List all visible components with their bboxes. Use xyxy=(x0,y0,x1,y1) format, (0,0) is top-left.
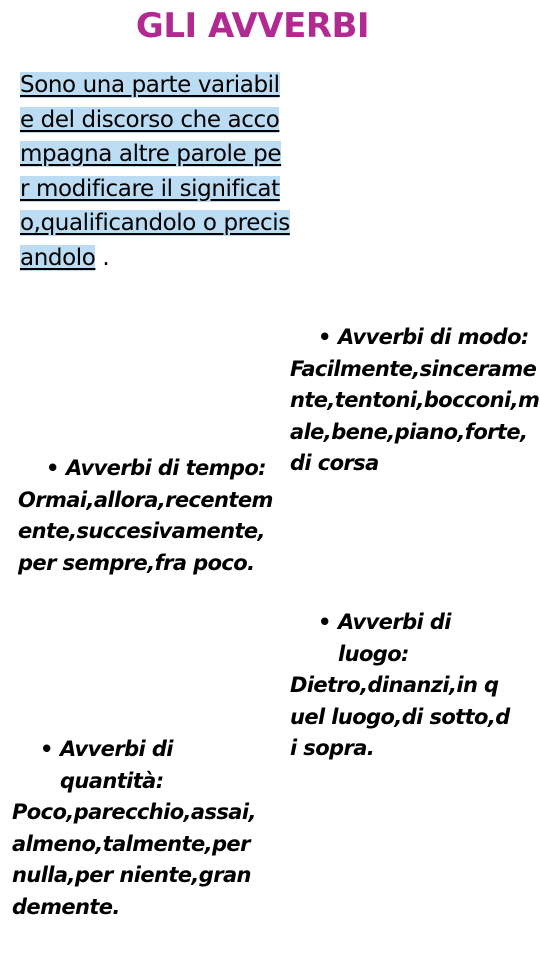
adverbs-place-title: Avverbi di luogo: xyxy=(338,610,451,666)
bullet-icon: • xyxy=(318,325,331,349)
intro-paragraph xyxy=(20,68,290,275)
adverbs-manner-examples: Facilmente,sinceramente,tentoni,bocconi,male,bene,piano,forte,di corsa xyxy=(290,356,540,475)
page-title: GLI AVVERBI xyxy=(135,6,370,46)
bullet-icon: • xyxy=(318,610,331,634)
adverbs-time-heading xyxy=(18,453,276,485)
adverbs-quantity-examples: Poco,parecchio,assai,almeno,talmente,per nulla,per niente,grandemente. xyxy=(12,800,256,919)
adverbs-time-examples: Ormai,allora,recentemente,succesivamente,per sempre,fra poco. xyxy=(18,487,273,575)
adverbs-time-title: Avverbi di tempo: xyxy=(66,456,266,480)
adverbs-time-block xyxy=(18,453,276,579)
adverbs-place-block xyxy=(290,607,510,765)
intro-highlighted-text: Sono una parte variabile del discorso che accompagna altre parole per modificare il significato,qualificandolo o precisandolo xyxy=(20,72,290,271)
bullet-icon: • xyxy=(46,456,59,480)
intro-trailing-period: . xyxy=(95,244,110,271)
adverbs-quantity-title: Avverbi di quantità: xyxy=(60,737,173,793)
adverbs-manner-block xyxy=(290,322,540,480)
adverbs-place-examples: Dietro,dinanzi,in quel luogo,di sotto,di sopra. xyxy=(290,673,510,760)
adverbs-manner-title: Avverbi di modo: xyxy=(338,325,529,349)
adverbs-manner-heading xyxy=(290,322,540,354)
adverbs-quantity-heading xyxy=(12,734,264,797)
bullet-icon: • xyxy=(40,737,53,761)
adverbs-place-heading xyxy=(290,607,510,670)
adverbs-quantity-block xyxy=(12,734,264,923)
